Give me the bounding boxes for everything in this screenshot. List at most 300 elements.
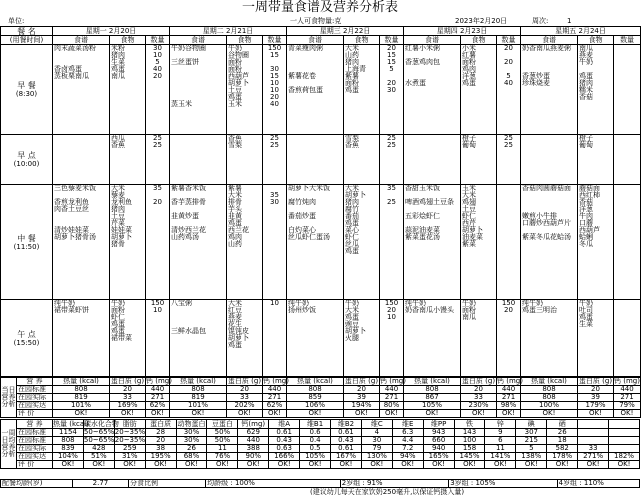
nutrition-value: 440 [146, 386, 170, 394]
nutrition-row-label: 在园实际 [17, 394, 53, 402]
ingredient-name: 馄饨皮 [228, 327, 249, 335]
nutrition-value: 138% [516, 453, 547, 461]
dish-name [171, 66, 225, 73]
ratio-label: 分食比例 [129, 480, 206, 488]
ingredient-qty: 35 [153, 184, 162, 192]
dish-name [522, 52, 576, 59]
qty-cell [146, 45, 170, 135]
dish-name: 裙带菜虾饼 [54, 306, 89, 314]
nutrition-value: 7.2 [392, 445, 423, 453]
meal-label [1, 185, 53, 300]
ingredient-qty [498, 185, 519, 192]
nutrition-value: 20 [145, 437, 176, 445]
nutrition-value: 94% [392, 453, 423, 461]
ingredient-qty [615, 87, 639, 94]
ingredient-name: 大米 [345, 306, 359, 314]
ingredient-name: 牛奶 [111, 299, 125, 307]
nutrient-col-header: 蛋白质 (g) [461, 377, 496, 385]
ingredient-name: 山药 [345, 51, 359, 59]
ingredient-name: 油麦菜 [462, 233, 483, 241]
nutrition-value: 194% [344, 402, 380, 410]
ingredient-cell [110, 45, 146, 135]
nutrition-value: 76% [207, 453, 238, 461]
dish-name: 纯牛奶 [54, 299, 75, 307]
nutrition-value: OK! [170, 410, 227, 418]
weekly-analysis-label [1, 420, 17, 469]
nutrition-value: 4.4 [392, 437, 423, 445]
nutrition-value: 62% [263, 402, 287, 410]
ingredient-qty [615, 314, 639, 321]
dish-name [54, 213, 108, 220]
nutrition-value: 11 [485, 445, 516, 453]
meal-time: (11:50) [13, 242, 40, 251]
meal-time-header: (用餐时间) [1, 36, 53, 45]
nutrition-value: 808 [170, 386, 227, 394]
ingredient-name: 紫薯 [345, 72, 359, 80]
nutrition-value: 50% [207, 437, 238, 445]
ingredient-qty: 150 [501, 299, 516, 307]
ingredient-name: 牛奶 [462, 299, 476, 307]
ingredient-qty [264, 241, 285, 248]
nutrition-value: 18 [547, 437, 578, 445]
nutrient-col-header: 碘 [516, 420, 547, 429]
nutrition-value: 100% [521, 402, 578, 410]
nutrition-value: 440 [497, 386, 521, 394]
ingredient-cell [227, 185, 263, 300]
nutrient-col-header: 钙(mg) [238, 420, 269, 429]
col-ingredient-header: 食物 [461, 36, 497, 45]
dish-name: 纯牛奶 [405, 299, 426, 307]
nutrition-value: 179% [578, 402, 614, 410]
dish-name: 口蘑炒西葫芦片 [522, 219, 571, 227]
ingredient-name: 藜麦 [111, 191, 125, 199]
dish-name: 青菜瘦肉粥 [288, 44, 323, 52]
nutrition-value: OK! [263, 410, 287, 418]
nutrition-value: 0.61 [331, 429, 362, 437]
footnote: (建议幼儿每天在家饮奶250毫升,以保证钙摄入量) [310, 488, 465, 496]
ingredient-name: 西瓜 [111, 134, 125, 142]
ingredient-name: 芹菜 [111, 219, 125, 227]
nutrition-value: OK! [578, 410, 614, 418]
ingredient-qty [615, 73, 639, 80]
ingredient-qty [147, 321, 168, 328]
nutrition-value: 39 [344, 394, 380, 402]
ingredient-qty [264, 227, 285, 234]
page-title: 一周带量食谱及营养分析表 [241, 0, 398, 15]
nutrition-value: 819 [53, 394, 110, 402]
col-food-header: 食谱 [53, 36, 110, 45]
ingredient-qty: 5 [155, 58, 160, 66]
nutrition-value: 388 [238, 445, 269, 453]
nutrition-value: 30% [176, 429, 207, 437]
nutrition-value: 80% [380, 402, 404, 410]
nutrition-value: 0.6 [300, 429, 331, 437]
nutrition-value: 79% [614, 402, 641, 410]
nutrition-value: OK! [207, 461, 238, 469]
ingredient-name: 胡萝卜 [345, 191, 366, 199]
nutrient-col-header: 豆蛋白 [207, 420, 238, 429]
dish-name: 三丝蛋饼 [171, 58, 199, 66]
ingredient-name: 鸡蛋 [345, 219, 359, 227]
ingredient-qty [381, 234, 402, 241]
col-qty-header: 数量 [380, 36, 404, 45]
avg-ratio: 均龄级 : 100% [206, 480, 341, 488]
ingredient-qty [615, 241, 639, 248]
ingredient-qty [498, 241, 519, 248]
ingredient-name: 吐司 [579, 306, 593, 314]
ingredient-name: 香蕉 [228, 134, 242, 142]
nutrition-row-label: 在园标准 [17, 429, 53, 437]
col-qty-header: 数量 [146, 36, 170, 45]
nutrition-value: 105% [404, 402, 461, 410]
nutrition-value: OK! [331, 461, 362, 469]
nutrient-col-header: 维B2 [331, 420, 362, 429]
ingredient-name: 红薯 [462, 51, 476, 59]
ingredient-qty [498, 213, 519, 220]
ingredient-cell [344, 135, 380, 185]
meal-time: (8:30) [15, 90, 38, 98]
dish-name [171, 307, 225, 314]
ingredient-qty [615, 59, 639, 66]
ingredient-qty [147, 220, 168, 227]
nutrition-value: 940 [423, 445, 454, 453]
dish-name: 香芋蒸排骨 [171, 198, 206, 206]
ingredient-cell [461, 45, 497, 135]
ingredient-name: 大米 [228, 299, 242, 307]
dish-name: 奶香南瓜小馒头 [405, 306, 454, 314]
ingredient-cell [344, 300, 380, 377]
daily-nutrition-table [0, 377, 641, 418]
ingredient-name: 上海青 [345, 65, 366, 73]
ingredient-name: 谷物圈 [228, 51, 249, 59]
nutrition-value: OK! [497, 410, 521, 418]
ingredient-qty [381, 213, 402, 220]
ingredient-qty [615, 234, 639, 241]
dish-name: 牛奶谷物圈 [171, 44, 206, 52]
ingredient-qty [498, 227, 519, 234]
nutrition-value: 26 [176, 445, 207, 453]
nutrient-col-header: 钙 (mg) [263, 377, 289, 385]
dish-cell [521, 185, 578, 300]
dish-name: 蒜泥油麦菜 [405, 226, 440, 234]
ingredient-qty: 20 [504, 306, 513, 314]
nutrition-value: 30 [361, 437, 392, 445]
ingredient-name: 西红柿 [579, 191, 600, 199]
ingredient-name: 排骨 [228, 198, 242, 206]
ingredient-name: 面粉 [345, 79, 359, 87]
dish-name: 蒸玉米 [171, 100, 192, 108]
dish-name: 胡萝卜猪骨汤 [54, 233, 96, 241]
ingredient-qty: 20 [270, 93, 279, 101]
ingredient-qty [615, 192, 639, 199]
nutrition-value: 271 [146, 394, 170, 402]
ingredient-name: 鸡蛋 [345, 247, 359, 255]
meal-name: 早 餐 [17, 81, 36, 90]
nutrient-col-header: 热量 (kcal) [404, 378, 461, 386]
ingredient-cell [227, 300, 263, 377]
dish-name: 清炒娃娃菜 [54, 226, 89, 234]
ingredient-qty [498, 192, 519, 199]
ingredient-name: 大米 [345, 44, 359, 52]
qty-cell [497, 185, 521, 300]
ingredient-qty [381, 321, 402, 328]
ingredient-qty [381, 206, 402, 213]
dish-name [522, 94, 576, 101]
ratio-4y: 4岁组 : 110% [557, 480, 639, 488]
nutrition-value: 30% [176, 437, 207, 445]
ingredient-name: 面粉 [228, 65, 242, 73]
ingredient-cell [110, 300, 146, 377]
nutrition-value: OK! [238, 461, 269, 469]
ingredient-qty: 20 [504, 44, 513, 52]
col-food-header: 食谱 [404, 36, 461, 45]
nutrition-value: 145% [454, 453, 485, 461]
ingredient-qty: 25 [270, 134, 279, 142]
ingredient-qty [381, 248, 402, 255]
meal-time: (15:50) [13, 338, 40, 347]
date-label: 2023年2月20日 [455, 17, 508, 25]
nutrient-col-header: 硒 [547, 420, 578, 429]
ingredient-qty: 30 [387, 86, 396, 94]
ingredient-qty: 20 [153, 72, 162, 80]
dish-name: 奶香南瓜燕麦粥 [522, 44, 571, 52]
nutrition-value: 38 [145, 445, 176, 453]
nutrition-value: 808 [53, 386, 110, 394]
ingredient-name: 西兰花 [228, 226, 249, 234]
nutrition-value: 50~65% [83, 428, 115, 436]
ingredient-name: 鸡蛋 [462, 79, 476, 87]
dish-name: 番茄炒蛋 [288, 212, 316, 220]
nutrition-value: 20~35% [114, 428, 146, 436]
nutrition-value: OK! [380, 410, 404, 418]
nutrition-value: 440 [263, 386, 287, 394]
ingredient-name: 香蕉 [345, 141, 359, 149]
meal-label [1, 135, 53, 185]
nutrition-value: 165% [423, 453, 454, 461]
nutrition-value: OK! [454, 461, 485, 469]
dish-name: 胡萝卜大米饭 [288, 184, 330, 192]
ingredient-name: 香菇 [579, 93, 593, 101]
ingredient-qty [264, 335, 285, 342]
ingredient-qty [615, 135, 639, 142]
day-header: 星期三 2月22日 [287, 27, 404, 36]
ingredient-name: 猪肉 [579, 79, 593, 87]
nutrient-col-header: 热量 (kcal) [53, 378, 110, 386]
qty-cell [614, 300, 641, 377]
dish-name: 紫薯花卷 [288, 72, 316, 80]
dish-name: 香菇肉圆蘑菇面 [522, 184, 571, 192]
ingredient-qty [498, 199, 519, 206]
dish-cell [287, 300, 344, 377]
ingredient-qty [615, 45, 639, 52]
ingredient-name: 猪肉 [345, 198, 359, 206]
ingredient-name: 火腿 [345, 334, 359, 342]
ingredient-name: 鸡蛋 [579, 313, 593, 321]
qty-cell [380, 45, 404, 135]
ingredient-name: 生菜 [111, 58, 125, 66]
ingredient-qty: 25 [153, 134, 162, 142]
ingredient-name: 鸡翅 [462, 198, 476, 206]
ingredient-qty: 40 [504, 79, 513, 87]
nutrition-value: 20 [578, 386, 614, 394]
nutrition-value: OK! [547, 461, 578, 469]
ingredient-name: 玉米 [228, 100, 242, 108]
nutrition-value: OK! [53, 410, 110, 418]
nutrition-value: 808 [521, 394, 578, 402]
nutrition-value: 271% [578, 453, 609, 461]
ingredient-qty: 10 [270, 86, 279, 94]
nutrition-value: 50% [207, 429, 238, 437]
nutrition-value: 169% [110, 402, 146, 410]
day-header: 星期二 2月21日 [170, 27, 287, 36]
qty-cell [263, 185, 287, 300]
col-ingredient-header: 食物 [578, 36, 614, 45]
nutrition-value [578, 429, 609, 437]
ingredient-name: 生菜 [579, 320, 593, 328]
ingredient-cell [227, 45, 263, 135]
ingredient-qty [264, 342, 285, 349]
nutrition-value: OK! [614, 410, 641, 418]
nutrient-col-header: 热量 (kcal) [287, 378, 344, 386]
nutrition-row-label: 在园标准 [17, 386, 53, 394]
weekly-nutrition-table [0, 419, 640, 469]
ingredient-name: 口蘑 [579, 219, 593, 227]
dish-cell [287, 135, 344, 185]
nutrient-col-header: 热量 (kcal) [170, 378, 227, 386]
col-qty-header: 数量 [497, 36, 521, 45]
ingredient-cell [110, 135, 146, 185]
ingredient-name: 山药 [228, 240, 242, 248]
nutrition-value: OK! [114, 461, 145, 469]
nutrition-value: 0.63 [269, 445, 300, 453]
nutrition-row-label: 在园标准 [17, 437, 53, 445]
ingredient-name: 鸡蛋 [111, 327, 125, 335]
ingredient-name: 鸡肉 [462, 65, 476, 73]
ingredient-name: 胡萝卜 [228, 334, 249, 342]
nutrition-value: 259 [114, 445, 145, 453]
ingredient-name: 紫薯 [228, 184, 242, 192]
ingredient-qty: 20 [153, 198, 162, 206]
ingredient-name: 大米 [228, 191, 242, 199]
nutrition-value: 105% [300, 453, 331, 461]
ingredient-name: 蘑菇面 [579, 184, 600, 192]
nutrition-value: 440 [614, 386, 641, 394]
ingredient-qty [615, 227, 639, 234]
ingredient-name: 牛奶 [579, 58, 593, 66]
nutrition-value: OK! [404, 410, 461, 418]
ingredient-name: 玉米 [462, 184, 476, 192]
ingredient-name: 大米 [345, 184, 359, 192]
nutrition-value: 271 [380, 394, 404, 402]
nutrient-col-header: 热量 (kcal) [521, 378, 578, 386]
nutrition-header: 营 养 [17, 378, 53, 386]
col-ingredient-header: 食物 [344, 36, 380, 45]
ingredient-name: 葡萄 [579, 141, 593, 149]
nutrition-value: 943 [423, 429, 454, 437]
meal-label [1, 300, 53, 377]
nutrient-col-header: 维C [361, 420, 392, 429]
ingredient-qty [264, 328, 285, 335]
ingredient-name: 豌豆 [345, 320, 359, 328]
nutrient-col-header: 蛋白质 [145, 420, 176, 429]
nutrition-value: 5 [516, 445, 547, 453]
nutrition-value: 808 [287, 386, 344, 394]
dish-name: 嫩煎小牛排 [522, 212, 557, 220]
dish-name [405, 66, 459, 73]
ingredient-qty: 150 [150, 299, 165, 307]
ingredient-qty [615, 220, 639, 227]
ingredient-qty [381, 328, 402, 335]
ingredient-qty: 25 [387, 141, 396, 149]
dish-name: 肉末蔬菜汤粉 [54, 44, 96, 52]
dish-name [171, 87, 225, 94]
nutrition-value: 26 [547, 429, 578, 437]
side-label-line: 日均 [1, 436, 16, 444]
nutrition-value: 6.3 [392, 429, 423, 437]
nutrition-value: 440 [380, 386, 404, 394]
nutrition-value: 0.61 [331, 445, 362, 453]
ingredient-name: 胡萝卜 [462, 226, 483, 234]
qty-cell [263, 45, 287, 135]
portion-note: 一人可食物量:克 [290, 17, 342, 25]
ingredient-qty [264, 321, 285, 328]
ingredient-qty: 35 [270, 191, 279, 199]
nutrition-value: 143 [454, 429, 485, 437]
ingredient-qty: 150 [267, 44, 282, 52]
ingredient-name: 胡萝卜 [228, 79, 249, 87]
nutrition-value: 104% [53, 453, 84, 461]
dish-cell [53, 185, 110, 300]
dish-cell [287, 45, 344, 135]
ingredient-name: 小米 [462, 44, 476, 52]
ingredient-name: 西葫芦 [228, 72, 249, 80]
nutrition-value: 1154 [53, 429, 84, 437]
ingredient-qty: 25 [270, 141, 279, 149]
nutrition-value: 33 [227, 394, 263, 402]
ingredient-name: 鸡蛋 [345, 86, 359, 94]
ingredient-name: 面粉 [228, 58, 242, 66]
nutrition-value: 428 [83, 445, 114, 453]
dish-name: 肉香土豆丝 [54, 205, 89, 213]
ingredient-qty [264, 213, 285, 220]
ingredient-name: 米粉 [111, 44, 125, 52]
nutrition-row-label: 在园实际 [17, 445, 53, 453]
ingredient-name: 紫菜 [462, 240, 476, 248]
ingredient-name: 牛奶 [228, 44, 242, 52]
ingredient-qty: 40 [270, 100, 279, 108]
ingredient-name: 腐竹 [345, 205, 359, 213]
ingredient-qty [264, 234, 285, 241]
ingredient-cell [344, 45, 380, 135]
ingredient-name: 菜心 [345, 226, 359, 234]
col-food-header: 食谱 [287, 36, 344, 45]
ratio-2y: 2岁组 : 91% [340, 480, 448, 488]
nutrition-value: 158 [454, 445, 485, 453]
dish-name: 香煎龙利鱼 [54, 198, 89, 206]
dish-cell [170, 135, 227, 185]
ingredient-name: 糯米 [579, 86, 593, 94]
nutrition-value: OK! [392, 461, 423, 469]
ingredient-name: 香菇 [579, 198, 593, 206]
nutrition-value: OK! [485, 461, 516, 469]
ingredient-qty: 20 [504, 58, 513, 66]
nutrition-value: OK! [423, 461, 454, 469]
nutrition-value: 33 [461, 394, 497, 402]
nutrition-value: OK! [269, 461, 300, 469]
ingredient-name: 南瓜 [462, 313, 476, 321]
dish-name [288, 59, 342, 66]
dish-name: 韭黄炒蛋 [171, 212, 199, 220]
